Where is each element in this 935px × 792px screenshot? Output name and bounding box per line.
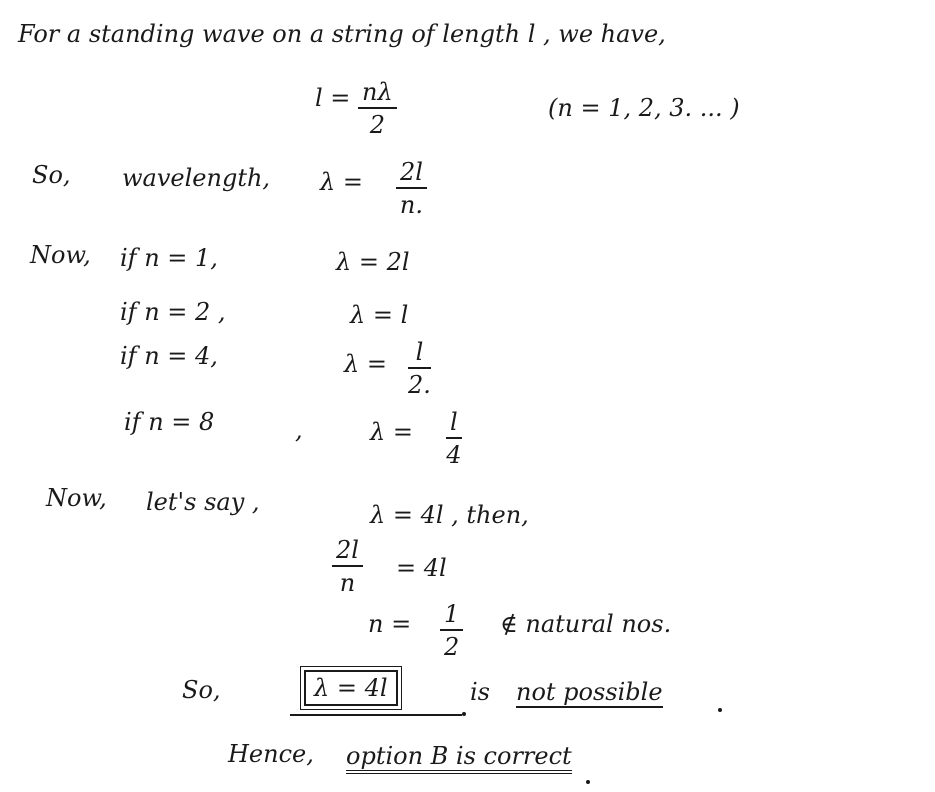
case4-result-lhs: λ =	[370, 418, 413, 446]
option-dot	[586, 780, 590, 784]
eq4-rhs: ∉ natural nos.	[500, 610, 672, 638]
eq3-numerator: 2l	[332, 538, 363, 567]
case1-result: λ = 2l	[336, 248, 410, 276]
eq2-denominator: n.	[399, 191, 424, 219]
case3-fraction	[408, 340, 431, 397]
case4-condition: if n = 8	[124, 408, 215, 436]
option-conclusion: option B is correct	[346, 744, 572, 774]
not-possible-dot	[718, 708, 722, 712]
case3-condition: if n = 4,	[120, 342, 218, 370]
case4-fraction	[446, 410, 462, 467]
case4-denominator: 4	[446, 441, 462, 469]
not-possible: not possible	[516, 678, 663, 706]
box-underline-dot	[462, 712, 466, 716]
now2-label: Now,	[46, 484, 107, 512]
case2-condition: if n = 2 ,	[120, 298, 226, 326]
eq3-fraction	[332, 538, 363, 595]
case2-result: λ = l	[350, 301, 409, 329]
eq3-denominator: n	[339, 569, 356, 597]
eq2-fraction	[396, 160, 427, 217]
eq1-lhs: l =	[315, 84, 351, 112]
now-label: Now,	[30, 241, 91, 269]
eq2-numerator: 2l	[396, 160, 427, 189]
eq4-denominator: 2	[444, 633, 460, 661]
hence-label: Hence,	[228, 740, 314, 768]
eq4-lhs: n =	[368, 610, 412, 638]
box-underline	[290, 714, 462, 716]
intro-line: For a standing wave on a string of length l , we have,	[18, 20, 666, 48]
case3-result-lhs: λ =	[344, 350, 387, 378]
case3-numerator: l	[408, 340, 431, 369]
case1-condition: if n = 1,	[120, 244, 218, 272]
boxed-result: λ = 4l	[304, 670, 398, 706]
eq4-numerator: 1	[440, 602, 463, 631]
case4-numerator: l	[446, 410, 462, 439]
wavelength-label: wavelength,	[122, 164, 271, 192]
so2-label: So,	[182, 676, 221, 704]
is-text: is	[470, 678, 490, 706]
eq1-denominator: 2	[369, 111, 385, 139]
eq1-fraction	[358, 80, 397, 137]
eq2-lhs: λ =	[320, 168, 363, 196]
case4-comma: ,	[295, 416, 303, 444]
n-condition: (n = 1, 2, 3. ... )	[548, 94, 740, 122]
case3-denominator: 2.	[408, 371, 431, 399]
eq1-numerator: nλ	[358, 80, 397, 109]
eq4-fraction	[440, 602, 463, 659]
so-label: So,	[32, 161, 71, 189]
eq3-rhs: = 4l	[396, 554, 447, 582]
lets-say: let's say ,	[146, 488, 260, 516]
assume-line: λ = 4l , then,	[370, 501, 529, 529]
